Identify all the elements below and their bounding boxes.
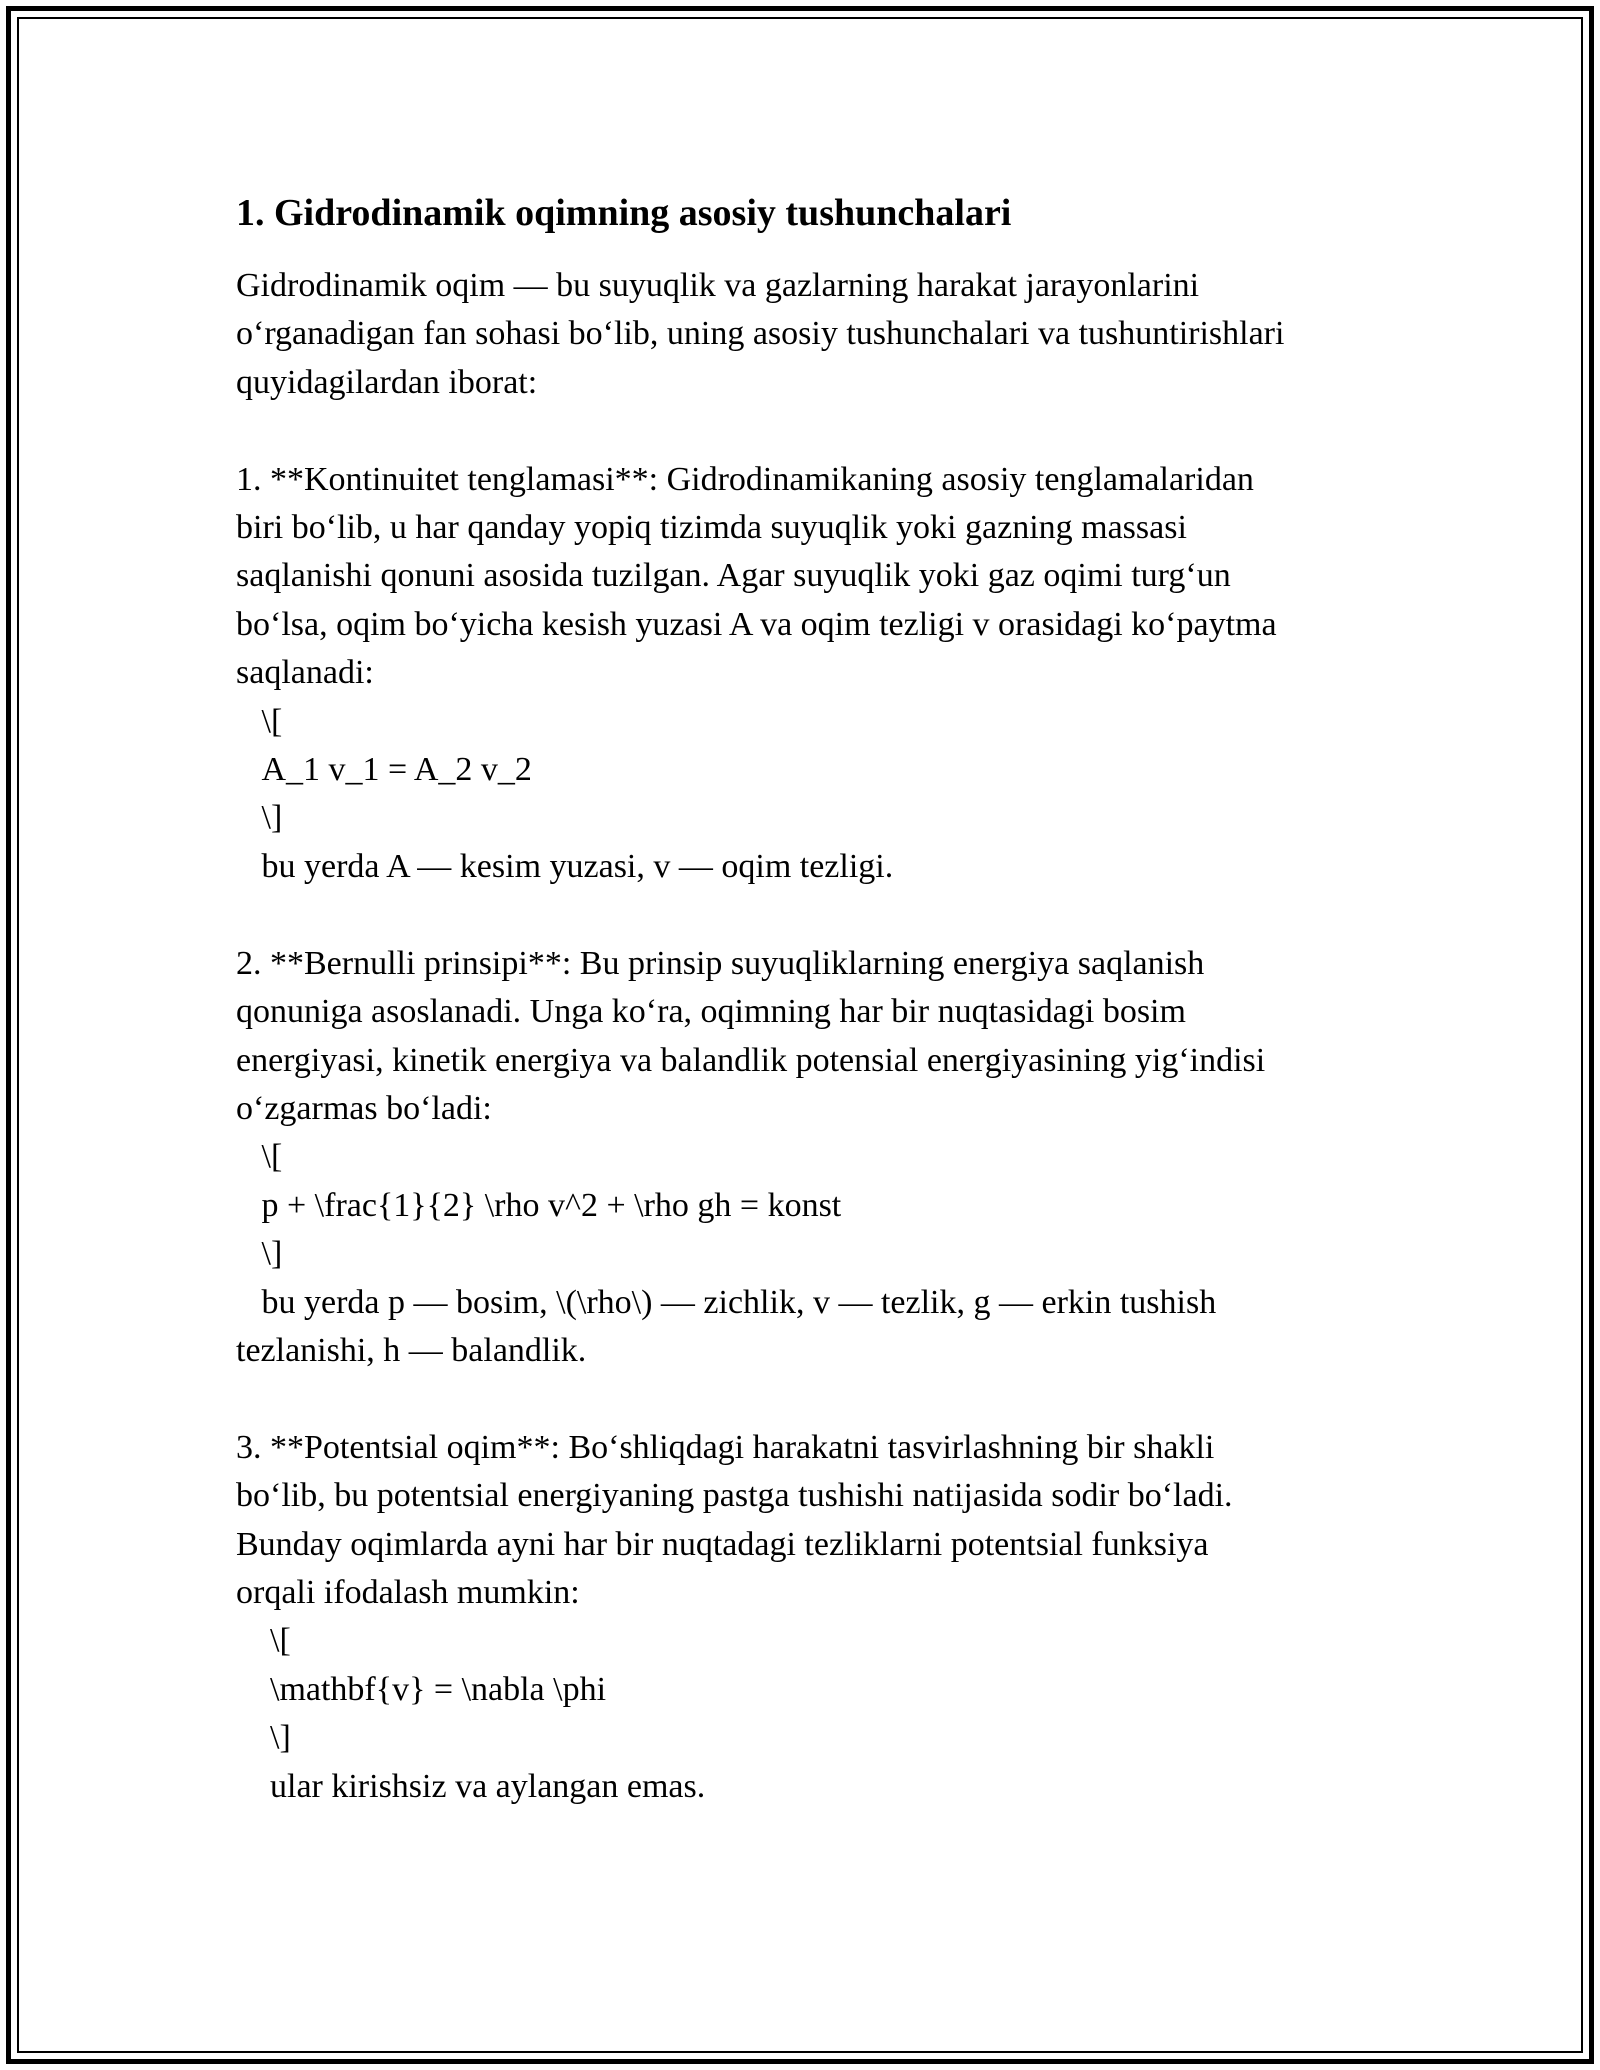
document-content [236,186,1386,1811]
document-title: 1. Gidrodinamik oqimning asosiy tushunchalari [236,192,1012,234]
document-body: Gidrodinamik oqim — bu suyuqlik va gazlarning harakat jarayonlarini o‘rganadigan fan sohasi bo‘lib, uning asosiy tushunchalari va tushuntirishlari quyidagilardan iborat: 1. **Kontinuitet tenglamasi**: Gidrodinamikaning asosiy tenglamalaridan biri bo‘lib, u har qanday yopiq tizimda suyuqlik yoki gazning massasi saqlanishi qonuni asosida tuzilgan. Agar suyuqlik yoki gaz oqimi turg‘un bo‘lsa, oqim bo‘yicha kesish yuzasi A va oqim tezligi v orasidagi ko‘paytma saqlanadi: \[ A_1 v_1 = A_2 v_2 \] bu yerda A — kesim yuzasi, v — oqim tezligi. 2. **Bernulli prinsipi**: Bu prinsip suyuqliklarning energiya saqlanish qonuniga asoslanadi. Unga ko‘ra, oqimning har bir nuqtasidagi bosim energiyasi, kinetik energiya va balandlik potensial energiyasining yig‘indisi o‘zgarmas bo‘ladi: \[ p + \frac{1}{2} \rho v^2 + \rho gh = konst \] bu yerda p — bosim, \(\rho\) — zichlik, v — tezlik, g — erkin tushish tezlanishi, h — balandlik. 3. **Potentsial oqim**: Bo‘shliqdagi harakatni tasvirlashning bir shakli bo‘lib, bu potentsial energiyaning pastga tushishi natijasida sodir bo‘ladi. Bunday oqimlarda ayni har bir nuqtadagi tezliklarni potentsial funksiya orqali ifodalash mumkin: \[ \mathbf{v} = \nabla \phi \] ular kirishsiz va aylangan emas. [236,267,1285,1805]
